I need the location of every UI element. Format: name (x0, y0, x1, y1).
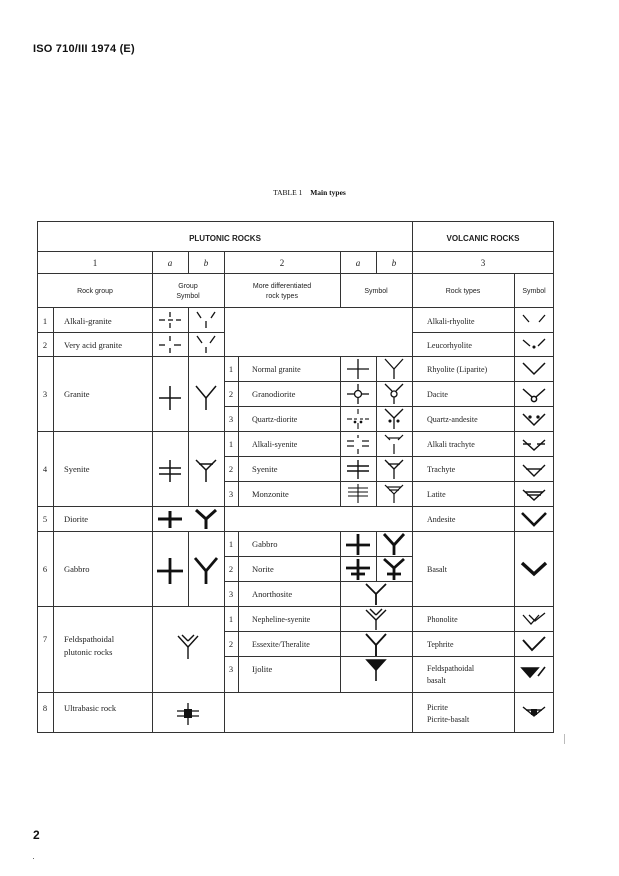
symbol-granodiorite-a (347, 384, 369, 404)
symbol-normal-granite-a (347, 359, 369, 379)
symbol-granodiorite-b (385, 384, 403, 404)
volcanic-symbol-leucorhyolite (523, 339, 545, 348)
volcanic-6: Basalt (427, 565, 447, 574)
col-letter-b2: b (391, 258, 397, 268)
symbol-normal-granite-b (385, 359, 403, 379)
page-number: 2 (33, 828, 40, 842)
group-num-8: 8 (42, 703, 48, 713)
volcanic-symbol-trachyte (523, 465, 545, 476)
col-number-3: 3 (480, 258, 486, 268)
volcanic-4-1: Alkali trachyte (427, 440, 475, 449)
group-num-7: 7 (42, 634, 48, 644)
symbol-diorite-b (196, 510, 216, 529)
volcanic-7-3a: Feldspathoidal (427, 664, 475, 673)
volcanic-symbol-andesite (522, 513, 546, 525)
sub-num-4-3: 3 (228, 489, 234, 499)
volcanic-symbol-latite (523, 490, 545, 500)
symbol-gabbro-a (157, 558, 183, 584)
group-symbol-header-1: Group (178, 283, 198, 290)
symbol-feldspathoidal-plutonic (178, 635, 198, 659)
volcanic-rocks-header: VOLCANIC ROCKS (446, 234, 520, 243)
symbol-syenite-sub-a (347, 460, 369, 479)
symbol-norite-b (384, 559, 404, 580)
symbol-anorthosite (366, 584, 386, 605)
group-name-4: Syenite (64, 464, 90, 474)
sub-num-3-3: 3 (228, 414, 234, 424)
group-name-7a: Feldspathoidal (64, 634, 115, 644)
group-name-3: Granite (64, 389, 90, 399)
sub-num-6-2: 2 (228, 564, 234, 574)
volcanic-symbol-rhyolite (523, 363, 545, 374)
symbol-gabbro-b (195, 558, 217, 584)
sub-num-3-2: 2 (228, 389, 234, 399)
group-num-6: 6 (42, 564, 48, 574)
group-num-5: 5 (42, 514, 48, 524)
col-letter-a: a (167, 258, 173, 268)
volcanic-5: Andesite (427, 515, 456, 524)
sub-num-7-3: 3 (228, 664, 234, 674)
volcanic-symbol-header: Symbol (522, 288, 546, 295)
volcanic-1: Alkali-rhyolite (427, 317, 475, 326)
symbol-alkali-granite-a (159, 312, 181, 328)
sub-name-7-2: Essexite/Theralite (252, 640, 310, 649)
col-letter-a2: a (355, 258, 361, 268)
more-diff-header-1: More differentiated (252, 283, 312, 290)
volcanic-7-3b: basalt (427, 676, 446, 685)
group-num-3: 3 (42, 389, 48, 399)
symbol-diorite-a (158, 511, 182, 528)
symbol-quartz-diorite-b (385, 409, 403, 429)
plutonic-rocks-header: PLUTONIC ROCKS (189, 234, 261, 243)
sub-name-3-1: Normal granite (252, 365, 301, 374)
volcanic-symbol-alkali-trachyte (523, 440, 545, 450)
symbol-ijolite (367, 660, 385, 681)
sub-name-4-2: Syenite (252, 464, 278, 474)
sub-name-6-3: Anorthosite (252, 589, 293, 599)
sub-name-3-3: Quartz-diorite (252, 415, 298, 424)
symbol-ultrabasic-rock (177, 703, 199, 725)
more-diff-header-2: rock types (266, 293, 298, 300)
table-caption-title: Main types (310, 188, 346, 197)
volcanic-3-2: Dacite (427, 390, 448, 399)
group-name-5: Diorite (64, 514, 89, 524)
group-name-6: Gabbro (64, 564, 90, 574)
sub-num-4-1: 1 (228, 439, 234, 449)
group-name-1: Alkali-granite (64, 316, 112, 326)
volcanic-symbol-alkali-rhyolite (523, 315, 545, 322)
group-name-2: Very acid granite (64, 340, 123, 350)
table-caption-number: TABLE 1 (273, 188, 303, 197)
sub-num-6-1: 1 (228, 539, 234, 549)
symbol-monzonite-b (385, 485, 403, 503)
sub-num-6-3: 3 (228, 589, 234, 599)
symbol-alkali-granite-b (197, 312, 215, 328)
symbol-very-acid-granite-b (197, 336, 215, 353)
symbol-granite-b (196, 386, 216, 410)
col-number-1: 1 (92, 258, 98, 268)
symbol-norite-a (346, 559, 370, 580)
sub-name-3-2: Granodiorite (252, 389, 296, 399)
group-symbol-header-2: Symbol (176, 293, 200, 300)
volcanic-symbol-quartz-andesite (523, 414, 545, 425)
group-num-4: 4 (42, 464, 48, 474)
symbol-monzonite-a (348, 484, 368, 503)
volcanic-3-1: Rhyolite (Liparite) (427, 365, 488, 374)
volcanic-7-2: Tephrite (427, 640, 454, 649)
sub-name-6-1: Gabbro (252, 539, 278, 549)
scan-dot (33, 858, 34, 859)
symbol-very-acid-granite-a (159, 336, 181, 353)
volcanic-7-1: Phonolite (427, 615, 458, 624)
sub-num-4-2: 2 (228, 464, 234, 474)
sub-name-7-1: Nepheline-syenite (252, 615, 311, 624)
symbol-gabbro-sub-a (346, 534, 370, 555)
volcanic-symbol-feldspathoidal-basalt (522, 667, 545, 677)
sub-num-3-1: 1 (228, 364, 234, 374)
sub-name-7-3: Ijolite (252, 664, 273, 674)
volcanic-4-2: Trachyte (427, 465, 456, 474)
sub-name-6-2: Norite (252, 564, 274, 574)
volcanic-symbol-tephrite (523, 637, 545, 650)
group-name-8: Ultrabasic rock (64, 703, 117, 713)
sub-name-4-3: Monzonite (252, 489, 289, 499)
group-num-2: 2 (42, 340, 48, 350)
volcanic-8a: Picrite (427, 703, 448, 712)
rock-group-header: Rock group (77, 288, 113, 295)
volcanic-3-3: Quartz-andesite (427, 415, 478, 424)
symbol-syenite-sub-b (385, 460, 403, 479)
document-id: ISO 710/III 1974 (E) (33, 43, 135, 55)
group-name-7b: plutonic rocks (64, 647, 113, 657)
symbol-essexite-theralite (366, 634, 386, 656)
symbol-alkali-syenite-b (385, 435, 403, 454)
volcanic-symbol-dacite (523, 389, 545, 402)
symbol-syenite-b (196, 460, 216, 482)
volcanic-symbol-phonolite (523, 613, 545, 624)
group-num-1: 1 (42, 316, 48, 326)
col-letter-b: b (203, 258, 209, 268)
volcanic-8b: Picrite-basalt (427, 715, 470, 724)
volcanic-symbol-picrite (523, 707, 545, 716)
symbol-granite-a (159, 386, 181, 410)
volcanic-4-3: Latite (427, 490, 446, 499)
col-number-2: 2 (279, 258, 285, 268)
symbol-gabbro-sub-b (384, 534, 404, 555)
symbol-header: Symbol (364, 288, 388, 295)
sub-num-7-2: 2 (228, 639, 234, 649)
symbol-nepheline-syenite (366, 609, 386, 630)
rock-types-header: Rock types (445, 288, 481, 295)
sub-name-4-1: Alkali-syenite (252, 440, 298, 449)
symbol-alkali-syenite-a (347, 435, 369, 454)
sub-num-7-1: 1 (228, 614, 234, 624)
symbol-quartz-diorite-a (347, 409, 369, 429)
volcanic-2: Leucorhyolite (427, 341, 472, 350)
symbol-syenite-a (159, 460, 181, 482)
volcanic-symbol-basalt (522, 563, 546, 574)
